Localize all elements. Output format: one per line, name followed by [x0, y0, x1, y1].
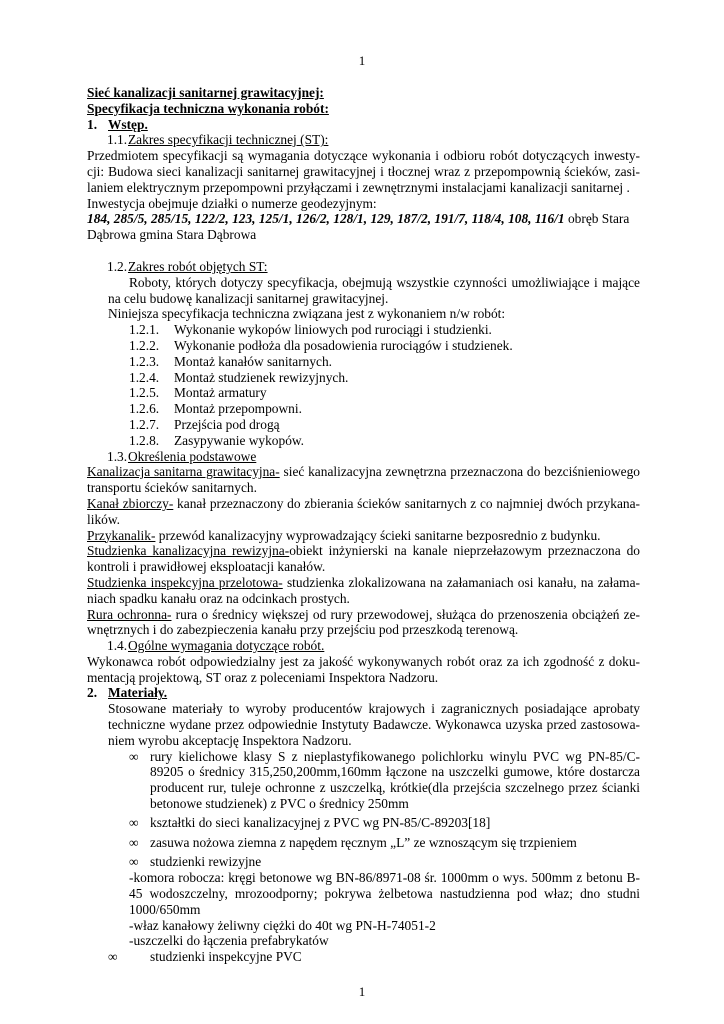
materials-list: [87, 749, 640, 871]
definition: [87, 464, 640, 496]
general-requirements-paragraph: Wykonawca robót odpowiedzialny jest za jakość wykonywanych robót oraz za ich zgodność z doku-mentacją projektową, ST oraz z poleceniami Inspektora Nadzoru.: [87, 653, 640, 685]
parcel-location: obręb Stara Dąbrowa gmina Stara Dąbrowa: [87, 211, 630, 243]
list-item-text: Wykonanie podłoża dla posadowienia rurociągów i studzienek.: [174, 337, 513, 353]
definition: [87, 607, 640, 639]
list-item-text: Montaż studzienek rewizyjnych.: [174, 369, 349, 385]
definition: [87, 528, 640, 544]
works-scope-paragraph: Roboty, których dotyczy specyfikacja, obejmują wszystkie czynności umożliwiające i mające na celu budowę kanalizacji sanitarnej grawitacyjnej.: [108, 274, 640, 306]
list-item-text: rury kielichowe klasy S z nieplastyfikowanego polichlorku winylu PVC wg PN-85/C-89205 o średnicy 315,250,200mm,160mm łączone na uszczelki gumowe, które dostarcza producent rur, tuleje ochronne z uszczelką, krótkie(dla przejścia szczelnego przez ścianki betonowe studzienek) z PVC o średnicy 250mm: [150, 748, 640, 812]
subsection-1-4-heading: [87, 638, 640, 654]
list-item-number: 1.2.2.: [129, 337, 160, 353]
definition-text: kanał przeznaczony do zbierania ścieków sanitarnych z co najmniej dwóch przykana-lików.: [87, 495, 640, 527]
list-item-number: 1.2.1.: [129, 322, 160, 338]
subsection-1-1-heading: [87, 132, 640, 148]
section-number: 2.: [87, 685, 98, 701]
subsection-1-2-heading: [87, 259, 640, 275]
parcels-line: [87, 211, 640, 243]
list-item: [87, 385, 640, 401]
scope-paragraph: Przedmiotem specyfikacji są wymagania dotyczące wykonania i odbioru robót dotyczących inwesty-cji: Budowa sieci kanalizacji sanitarnej grawitacyjnej i tłocznej wraz z przepompownią ścieków, zasi-laniem elektrycznym przepompowni przyłączami i zewnętrznymi instalacjami kanalizacji sanitarnej .: [87, 148, 640, 195]
list-item-number: 1.2.6.: [129, 401, 160, 417]
list-item-text: Montaż armatury: [174, 385, 267, 401]
list-item: [87, 749, 640, 812]
list-item: [87, 815, 640, 831]
section-2-heading: [87, 685, 640, 701]
definition-term: Rura ochronna-: [87, 606, 172, 622]
definition-term: Studzienka kanalizacyjna rewizyjna-: [87, 543, 290, 559]
subsection-title: Zakres specyfikacji technicznej (ST):: [128, 132, 329, 148]
list-item-text: zasuwa nożowa ziemna z napędem ręcznym „L” ze wznoszącym się trzpieniem: [150, 834, 577, 850]
detail-line: -komora robocza: kręgi betonowe wg BN-86/8971-08 śr. 1000mm o wys. 500mm z betonu B-45 wodoszczelny, mrozoodporny; pokrywa żelbetowa nastudzienna pod właz; dno studni 1000/650mm: [129, 870, 640, 917]
definition: [87, 496, 640, 528]
definition-term: Kanalizacja sanitarna grawitacyjna-: [87, 464, 280, 480]
list-item: [87, 354, 640, 370]
list-item: [87, 433, 640, 449]
subsection-number: 1.3.: [107, 448, 128, 464]
parcel-numbers: 184, 285/5, 285/15, 122/2, 123, 125/1, 126/2, 128/1, 129, 187/2, 191/7, 118/4, 108, 116/1: [87, 211, 565, 227]
detail-line: -właz kanałowy żeliwny ciężki do 40t wg PN-H-74051-2: [129, 917, 436, 933]
document-body: [87, 85, 640, 965]
list-item-text: kształtki do sieci kanalizacyjnej z PVC wg PN-85/C-89203[18]: [150, 814, 491, 830]
infinity-bullet-icon: ∞: [129, 814, 139, 830]
subsection-number: 1.2.: [107, 258, 128, 274]
definitions-list: [87, 464, 640, 638]
list-item: [87, 370, 640, 386]
parcels-intro: Inwestycja obejmuje działki o numerze geodezyjnym:: [87, 195, 377, 211]
list-item-number: 1.2.8.: [129, 432, 160, 448]
subsection-title: Określenia podstawowe: [128, 448, 257, 464]
list-item: [87, 417, 640, 433]
section-1-heading: [87, 117, 640, 133]
materials-paragraph: Stosowane materiały to wyroby producentów krajowych i zagranicznych posiadające aprobaty techniczne wydane przez odpowiednie Instytuty Badawcze. Wykonawca uzyska przed zastosowa-niem wyrobu akceptację Inspektora Nadzoru.: [108, 701, 640, 748]
list-item: [87, 949, 640, 965]
document-title: Sieć kanalizacji sanitarnej grawitacyjnej:: [87, 85, 324, 100]
subsection-number: 1.4.: [107, 638, 128, 654]
subsection-number: 1.1.: [107, 132, 128, 148]
list-item-number: 1.2.7.: [129, 416, 160, 432]
subsection-1-3-heading: [87, 449, 640, 465]
list-item-number: 1.2.3.: [129, 353, 160, 369]
list-item-text: Montaż przepompowni.: [174, 401, 302, 417]
definition-term: Kanał zbiorczy-: [87, 495, 174, 511]
list-item-text: studzienki rewizyjne: [150, 854, 262, 870]
works-list-intro: Niniejsza specyfikacja techniczna związana jest z wykonaniem n/w robót:: [108, 306, 506, 322]
list-item: [87, 338, 640, 354]
page-number-top: 1: [358, 53, 366, 68]
definition-term: Studzienka inspekcyjna przelotowa-: [87, 574, 283, 590]
definition: [87, 543, 640, 575]
subsection-title: Zakres robót objętych ST:: [128, 258, 268, 274]
definition-text: studzienka zlokalizowana na załamaniach osi kanału, na załama-niach spadku kanału oraz na odcinkach prostych.: [87, 574, 640, 606]
list-item: [87, 854, 640, 870]
manhole-details: [87, 870, 640, 949]
works-list: [87, 322, 640, 448]
list-item: [87, 401, 640, 417]
definition-text: rura o średnicy większej od rury przewodowej, służąca do przenoszenia obciążeń ze-wnętrznych i do zabezpieczenia kanału przy przejściu pod przeszkodą terenową.: [87, 606, 640, 638]
list-item-text: Wykonanie wykopów liniowych pod rurociągi i studzienki.: [174, 322, 492, 338]
definition-text: sieć kanalizacyjna zewnętrzna przeznaczona do bezciśnieniowego transportu ścieków sanitarnych.: [87, 464, 640, 496]
definition-text: przewód kanalizacyjny wyprowadzający ścieki sanitarne bezposrednio z budynku.: [155, 527, 601, 543]
list-item: [87, 322, 640, 338]
definition: [87, 575, 640, 607]
list-item: [87, 835, 640, 851]
list-item-number: 1.2.5.: [129, 385, 160, 401]
subsection-title: Ogólne wymagania dotyczące robót.: [128, 638, 325, 654]
section-title: Materiały.: [108, 685, 168, 701]
detail-line: -uszczelki do łączenia prefabrykatów: [129, 933, 329, 949]
section-title: Wstęp.: [108, 116, 148, 132]
page-number-bottom: 1: [358, 984, 366, 999]
list-item-text: Zasypywanie wykopów.: [174, 432, 305, 448]
spacer: [87, 243, 640, 259]
list-item-text: Przejścia pod drogą: [174, 416, 280, 432]
definition-term: Przykanalik-: [87, 527, 156, 543]
infinity-bullet-icon: ∞: [129, 854, 139, 870]
list-item-text: Montaż kanałów sanitarnych.: [174, 353, 333, 369]
document-subtitle: Specyfikacja techniczna wykonania robót:: [87, 100, 329, 116]
infinity-bullet-icon: ∞: [129, 748, 139, 764]
list-item-text: studzienki inspekcyjne PVC: [150, 949, 302, 965]
definition-text: obiekt inżynierski na kanale nieprzełazowym przeznaczona do kontroli i prawidłowej eksploatacji kanałów.: [87, 543, 640, 575]
infinity-bullet-icon: ∞: [129, 834, 139, 850]
list-item-number: 1.2.4.: [129, 369, 160, 385]
section-number: 1.: [87, 116, 98, 132]
infinity-bullet-icon: ∞: [108, 949, 118, 965]
